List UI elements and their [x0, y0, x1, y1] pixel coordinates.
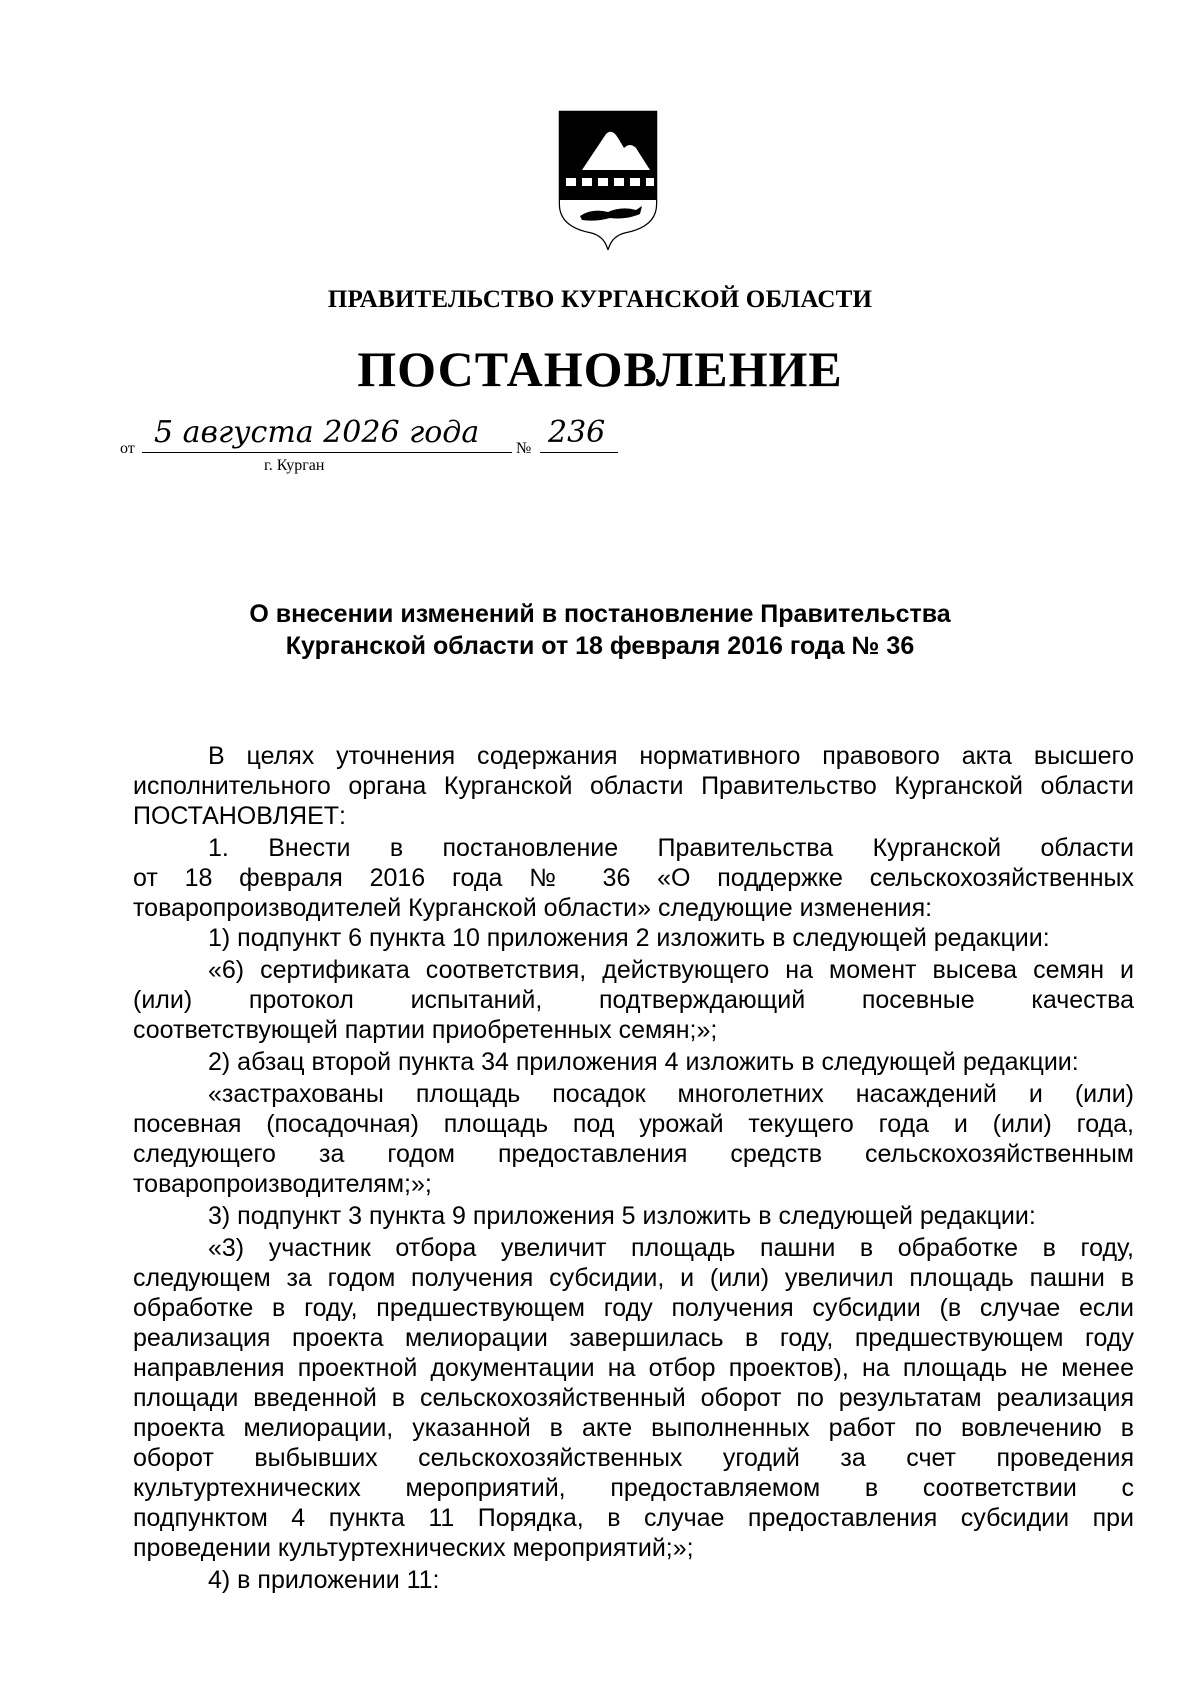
heading-line: О внесении изменений в постановление Правительства	[249, 600, 951, 628]
body-line: «6) сертификата соответствия, действующего на момент высева семян и	[208, 956, 1134, 984]
body-line: посевная (посадочная) площадь под урожай текущего года и (или) года,	[133, 1110, 1134, 1138]
body-line: товаропроизводителей Курганской области» следующие изменения:	[133, 894, 933, 922]
body-line: проекта мелиорации, указанной в акте выполненных работ по вовлечению в	[133, 1414, 1134, 1442]
number-sign: №	[516, 440, 532, 457]
number-handwritten: 236	[548, 415, 606, 450]
organization-name: ПРАВИТЕЛЬСТВО КУРГАНСКОЙ ОБЛАСТИ	[327, 286, 873, 313]
body-line: 2) абзац второй пункта 34 приложения 4 изложить в следующей редакции:	[208, 1048, 1079, 1076]
body-line: 3) подпункт 3 пункта 9 приложения 5 изложить в следующей редакции:	[208, 1202, 1036, 1230]
body-line: исполнительного органа Курганской области Правительство Курганской области	[133, 772, 1134, 800]
body-line: товаропроизводителям;»;	[133, 1170, 432, 1198]
body-line: 4) в приложении 11:	[208, 1566, 440, 1594]
body-line: подпунктом 4 пункта 11 Порядка, в случае предоставления субсидии при	[133, 1504, 1134, 1532]
body-line: «3) участник отбора увеличит площадь пашни в обработке в году,	[208, 1234, 1134, 1262]
number-underline	[540, 452, 618, 453]
body-line: (или) протокол испытаний, подтверждающий посевные качества	[133, 986, 1134, 1014]
body-line: «застрахованы площадь посадок многолетних насаждений и (или)	[208, 1080, 1134, 1108]
body-line: 1) подпункт 6 пункта 10 приложения 2 изложить в следующей редакции:	[208, 924, 1050, 952]
body-line: реализация проекта мелиорации завершилась в году, предшествующем году	[133, 1324, 1134, 1352]
heading-line: Курганской области от 18 февраля 2016 года № 36	[285, 632, 915, 660]
document-heading	[130, 598, 1070, 662]
body-line: культуртехнических мероприятий, предоставляемом в соответствии с	[133, 1474, 1134, 1502]
body-line: площади введенной в сельскохозяйственный оборот по результатам реализация	[133, 1384, 1134, 1412]
body-line: соответствующей партии приобретенных семян;»;	[133, 1016, 718, 1044]
dateline	[0, 0, 1200, 520]
body-line: ПОСТАНОВЛЯЕТ:	[133, 802, 347, 830]
body-line: проведении культуртехнических мероприятий;»;	[133, 1534, 694, 1562]
body-line: 1. Внести в постановление Правительства Курганской области	[208, 834, 1134, 862]
body-line: обработке в году, предшествующем году получения субсидии (в случае если	[133, 1294, 1134, 1322]
body-line: следующего за годом предоставления средств сельскохозяйственным	[133, 1140, 1134, 1168]
date-underline	[142, 452, 512, 453]
place-label: г. Курган	[264, 457, 325, 474]
body-line: В целях уточнения содержания нормативного правового акта высшего	[208, 742, 1134, 770]
body-line: направления проектной документации на отбор проектов), на площадь не менее	[133, 1354, 1134, 1382]
document-type-title: ПОСТАНОВЛЕНИЕ	[357, 341, 843, 397]
body-line: оборот выбывших сельскохозяйственных угодий за счет проведения	[133, 1444, 1134, 1472]
date-prefix: от	[120, 440, 135, 457]
body-line: следующем за годом получения субсидии, и (или) увеличил площадь пашни в	[133, 1264, 1134, 1292]
date-handwritten: 5 августа 2026 года	[154, 415, 480, 450]
body-line: от 18 февраля 2016 года № 36 «О поддержке сельскохозяйственных	[133, 864, 1134, 892]
